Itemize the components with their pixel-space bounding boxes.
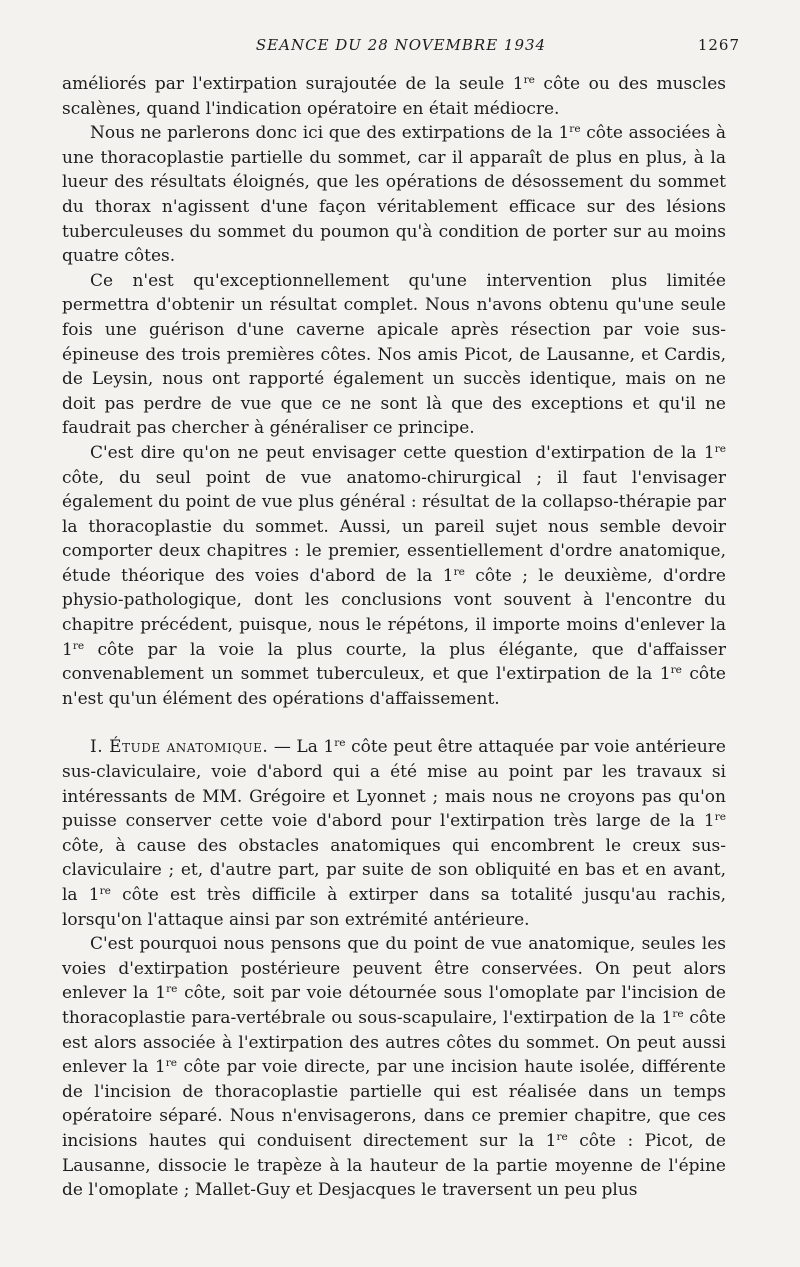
section-text: — La 1re côte peut être attaquée par voie antérieure sus-claviculaire, voie d'abord qui a été mise au point par les travaux si intéressants de MM. Grégoire et Lyonnet ; mais nous ne croyons pas qu'on puisse conserver cette voie d'abord pour l'extirpation très large de la 1re côte, à cause des obstacles anatomiques qui encombrent le creux sus-claviculaire ; et, d'autre part, par suite de son obliquité en bas et en avant, la 1re côte est très difficile à extirper dans sa totalité jusqu'au rachis, lorsqu'on l'attaque ainsi par son extrémité antérieure. — [62, 737, 726, 930]
paragraph: Ce n'est qu'exceptionnellement qu'une intervention plus limitée permettra d'obtenir un résultat complet. Nous n'avons obtenu qu'une seule fois une guérison d'une caverne apicale après résection par voie sus-épineuse des trois premières côtes. Nos amis Picot, de Lausanne, et Cardis, de Leysin, nous ont rapporté également un succès identique, mais on ne doit pas perdre de vue que ce ne sont là que des exceptions et qu'il ne faudrait pas chercher à généraliser ce principe. — [62, 270, 726, 439]
page-number: 1267 — [697, 36, 740, 54]
section-heading: I. Étude anatomique. — [90, 737, 269, 758]
page-body — [62, 72, 726, 1203]
running-title: SEANCE DU 28 NOVEMBRE 1934 — [255, 36, 547, 54]
paragraph: C'est pourquoi nous pensons que du point de vue anatomique, seules les voies d'extirpation postérieure peuvent être conservées. On peut alors enlever la 1re côte, soit par voie détournée sous l'omoplate par l'incision de thoracoplastie para-vertébrale ou sous-scapulaire, l'extirpation de la 1re côte est alors associée à l'extirpation des autres côtes du sommet. On peut aussi enlever la 1re côte par voie directe, par une incision haute isolée, différente de l'incision de thoracoplastie partielle qui est réalisée dans un temps opératoire séparé. Nous n'envisagerons, dans ce premier chapitre, que ces incisions hautes qui conduisent directement sur la 1re côte : Picot, de Lausanne, dissocie le trapèze à la hauteur de la partie moyenne de l'épine de l'omoplate ; Mallet-Guy et Desjacques le traversent un peu plus — [62, 934, 726, 1201]
paragraph: C'est dire qu'on ne peut envisager cette question d'extirpation de la 1re côte, du seul point de vue anatomo-chirurgical ; il faut l'envisager également du point de vue plus général : résultat de la collapso-thérapie par la thoracoplastie du sommet. Aussi, un pareil sujet nous semble devoir comporter deux chapitres : le premier, essentiellement d'ordre anatomique, étude théorique des voies d'abord de la 1re côte ; le deuxième, d'ordre physio-pathologique, dont les conclusions vont souvent à l'encontre du chapitre précédent, puisque, nous le répétons, il importe moins d'enlever la 1re côte par la voie la plus courte, la plus élégante, que d'affaisser convenablement un sommet tuberculeux, et que l'extirpation de la 1re côte n'est qu'un élément des opérations d'affaissement. — [62, 442, 726, 709]
section-paragraph — [62, 735, 726, 932]
paragraph: Nous ne parlerons donc ici que des extirpations de la 1re côte associées à une thoracoplastie partielle du sommet, car il apparaît de plus en plus, à la lueur des résultats éloignés, que les opérations de désossement du sommet du thorax n'agissent d'une façon véritablement efficace sur des lésions tuberculeuses du sommet du poumon qu'à condition de porter sur au moins quatre côtes. — [62, 123, 726, 267]
paragraph: améliorés par l'extirpation surajoutée de la seule 1re côte ou des muscles scalènes, quand l'indication opératoire en était médiocre. — [62, 74, 726, 119]
